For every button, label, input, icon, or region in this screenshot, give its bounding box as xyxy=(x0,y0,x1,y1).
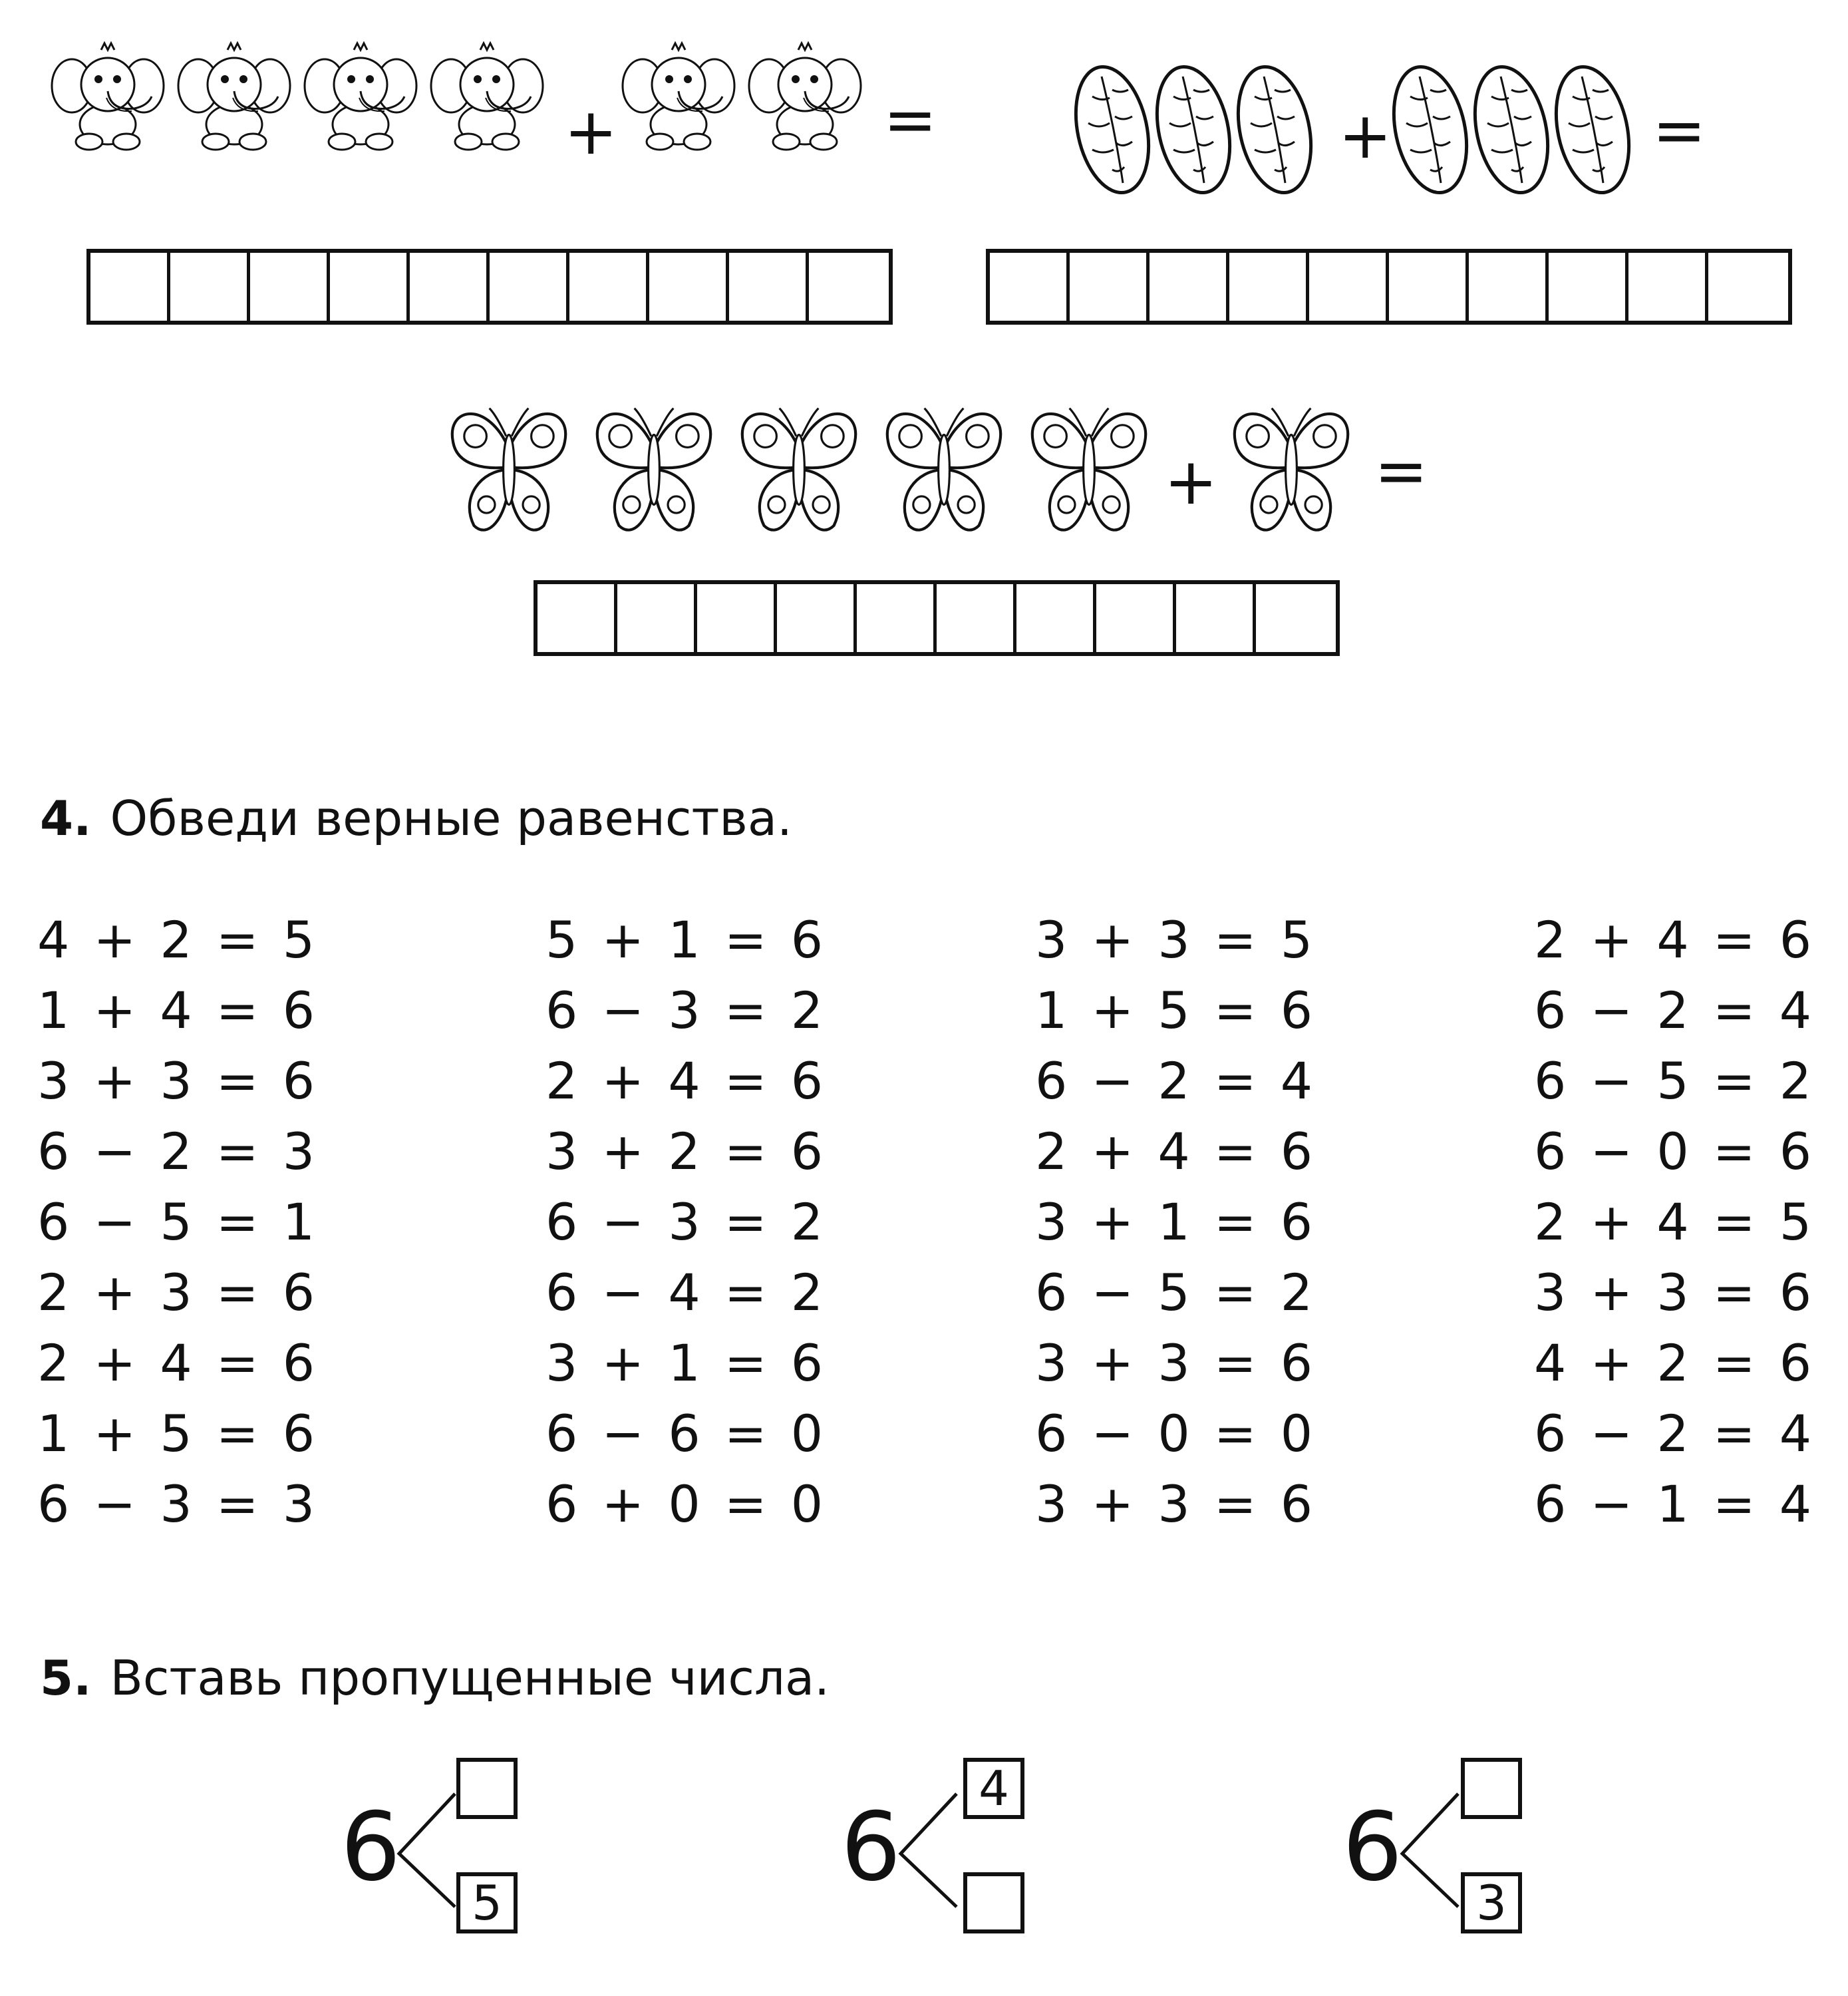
equation[interactable]: 3 + 3 = 6 xyxy=(37,1051,319,1110)
equation[interactable]: 6 − 5 = 2 xyxy=(1534,1051,1816,1110)
elephant-icon xyxy=(301,40,420,160)
task-number: 4. xyxy=(40,790,92,846)
answer-cell[interactable] xyxy=(1229,253,1309,321)
equation[interactable]: 3 + 3 = 6 xyxy=(1035,1333,1317,1393)
answer-cell[interactable] xyxy=(777,584,857,652)
seed-icon xyxy=(1553,61,1635,201)
equation[interactable]: 2 + 4 = 5 xyxy=(1534,1192,1816,1251)
answer-cell[interactable] xyxy=(729,253,809,321)
answer-cell[interactable] xyxy=(1549,253,1628,321)
equation[interactable]: 5 + 1 = 6 xyxy=(545,910,828,969)
answer-cell[interactable] xyxy=(170,253,250,321)
given-number-box: 5 xyxy=(456,1872,518,1933)
equation[interactable]: 6 − 0 = 6 xyxy=(1534,1122,1816,1181)
answer-cell[interactable] xyxy=(697,584,777,652)
equation[interactable]: 4 + 2 = 6 xyxy=(1534,1333,1816,1393)
equation[interactable]: 3 + 1 = 6 xyxy=(1035,1192,1317,1251)
seed-icon xyxy=(1390,61,1473,201)
answer-cell[interactable] xyxy=(809,253,889,321)
equation[interactable]: 6 − 5 = 1 xyxy=(37,1192,319,1251)
whole-number: 6 xyxy=(841,1792,901,1902)
branch-lines xyxy=(396,1790,463,1910)
branch-lines xyxy=(898,1790,965,1910)
equation[interactable]: 1 + 5 = 6 xyxy=(37,1404,319,1463)
equation-column xyxy=(1534,905,1848,1540)
butterfly-icon xyxy=(1019,395,1159,544)
equation-column xyxy=(37,905,383,1540)
equation[interactable]: 3 + 2 = 6 xyxy=(545,1122,828,1181)
answer-cells[interactable] xyxy=(534,580,1340,656)
equation[interactable]: 4 + 2 = 5 xyxy=(37,910,319,969)
elephant-icon xyxy=(48,40,168,160)
answer-cell[interactable] xyxy=(250,253,330,321)
whole-number: 6 xyxy=(341,1792,401,1902)
equation-column xyxy=(545,905,891,1540)
equation[interactable]: 6 − 2 = 4 xyxy=(1035,1051,1317,1110)
answer-cell[interactable] xyxy=(617,584,697,652)
equation[interactable]: 6 − 3 = 2 xyxy=(545,1192,828,1251)
seed-icon xyxy=(1471,61,1554,201)
equation[interactable]: 6 − 4 = 2 xyxy=(545,1263,828,1322)
answer-cell[interactable] xyxy=(90,253,170,321)
elephant-icon xyxy=(619,40,738,160)
equation-column xyxy=(1035,905,1381,1540)
plus-sign: + xyxy=(1338,98,1392,173)
answer-cell[interactable] xyxy=(1070,253,1150,321)
branch-lines xyxy=(1400,1790,1466,1910)
answer-cell[interactable] xyxy=(1708,253,1788,321)
equation[interactable]: 6 − 2 = 3 xyxy=(37,1122,319,1181)
whole-number: 6 xyxy=(1342,1792,1403,1902)
equation[interactable]: 2 + 3 = 6 xyxy=(37,1263,319,1322)
answer-cell[interactable] xyxy=(538,584,617,652)
equation[interactable]: 6 − 3 = 3 xyxy=(37,1474,319,1534)
equation[interactable]: 3 + 3 = 6 xyxy=(1534,1263,1816,1322)
elephant-icon xyxy=(174,40,294,160)
answer-cell[interactable] xyxy=(1096,584,1176,652)
elephant-icon xyxy=(427,40,547,160)
answer-cell[interactable] xyxy=(1016,584,1096,652)
answer-cell[interactable] xyxy=(569,253,649,321)
answer-cell[interactable] xyxy=(1256,584,1336,652)
equation[interactable]: 1 + 5 = 6 xyxy=(1035,981,1317,1040)
equation[interactable]: 2 + 4 = 6 xyxy=(545,1051,828,1110)
answer-cells[interactable] xyxy=(986,249,1792,325)
equation[interactable]: 3 + 1 = 6 xyxy=(545,1333,828,1393)
equals-sign: = xyxy=(883,83,937,157)
given-number-box: 3 xyxy=(1461,1872,1522,1933)
elephant-icon xyxy=(745,40,865,160)
task-title: Вставь пропущенные числа. xyxy=(110,1650,830,1706)
equation[interactable]: 2 + 4 = 6 xyxy=(1035,1122,1317,1181)
plus-sign: + xyxy=(564,94,618,169)
equation[interactable]: 6 − 6 = 0 xyxy=(545,1404,828,1463)
equation[interactable]: 1 + 4 = 6 xyxy=(37,981,319,1040)
plus-sign: + xyxy=(1164,444,1218,519)
equation[interactable]: 3 + 3 = 6 xyxy=(1035,1474,1317,1534)
answer-cell[interactable] xyxy=(857,584,937,652)
equals-sign: = xyxy=(1652,93,1706,168)
equation[interactable]: 6 − 1 = 4 xyxy=(1534,1474,1816,1534)
seed-icon xyxy=(1235,61,1317,201)
butterfly-icon xyxy=(584,395,724,544)
answer-cell[interactable] xyxy=(410,253,490,321)
task-4-heading xyxy=(40,790,792,846)
equation[interactable]: 6 − 3 = 2 xyxy=(545,981,828,1040)
equation[interactable]: 6 − 2 = 4 xyxy=(1534,1404,1816,1463)
equation[interactable]: 2 + 4 = 6 xyxy=(1534,910,1816,969)
answer-cell[interactable] xyxy=(937,584,1016,652)
equation[interactable]: 6 − 5 = 2 xyxy=(1035,1263,1317,1322)
equation[interactable]: 3 + 3 = 5 xyxy=(1035,910,1317,969)
butterfly-icon xyxy=(729,395,869,544)
given-number-box: 4 xyxy=(963,1758,1024,1819)
equation[interactable]: 6 + 0 = 0 xyxy=(545,1474,828,1534)
answer-cell[interactable] xyxy=(1469,253,1549,321)
answer-cell[interactable] xyxy=(330,253,410,321)
butterfly-icon xyxy=(439,395,579,544)
answer-cell[interactable] xyxy=(1150,253,1229,321)
answer-cell[interactable] xyxy=(1628,253,1708,321)
answer-cell[interactable] xyxy=(490,253,569,321)
answer-cell[interactable] xyxy=(1176,584,1256,652)
butterfly-icon xyxy=(1221,395,1361,544)
seed-icon xyxy=(1072,61,1155,201)
answer-cell[interactable] xyxy=(649,253,729,321)
equals-sign: = xyxy=(1374,434,1428,508)
missing-number-box[interactable] xyxy=(963,1872,1024,1933)
answer-cells[interactable] xyxy=(86,249,893,325)
equation[interactable]: 6 − 0 = 0 xyxy=(1035,1404,1317,1463)
missing-number-box[interactable] xyxy=(1461,1758,1522,1819)
equation[interactable]: 6 − 2 = 4 xyxy=(1534,981,1816,1040)
task-5-heading xyxy=(40,1650,830,1706)
answer-cell[interactable] xyxy=(990,253,1070,321)
answer-cell[interactable] xyxy=(1309,253,1389,321)
task-title: Обведи верные равенства. xyxy=(110,790,792,846)
seed-icon xyxy=(1154,61,1236,201)
equation[interactable]: 2 + 4 = 6 xyxy=(37,1333,319,1393)
answer-cell[interactable] xyxy=(1389,253,1469,321)
missing-number-box[interactable] xyxy=(456,1758,518,1819)
butterfly-icon xyxy=(874,395,1014,544)
task-number: 5. xyxy=(40,1650,92,1706)
